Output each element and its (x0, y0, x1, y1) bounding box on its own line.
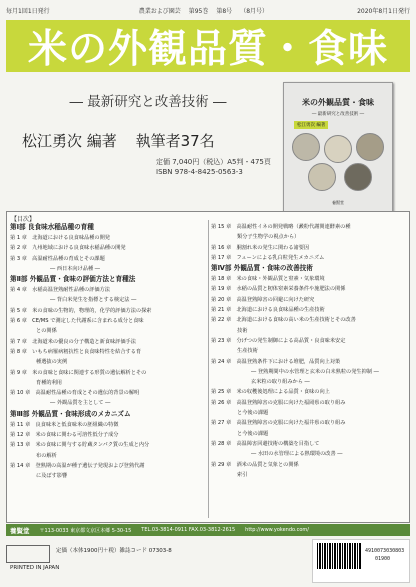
barcode-number: 4910073030803 (365, 548, 405, 554)
toc-chapter-entry: ― 西日本向け品種 ― (50, 265, 100, 272)
toc-chapter-entry: 第 11 章 良食味米と低食味米の胚組織の特徴 (10, 421, 119, 428)
rice-grain-photo (324, 135, 352, 163)
cover-title: 米の外観品質・食味 (302, 98, 374, 107)
toc-chapter-entry: 第 8 章 いもち病罹病籾抗性と良食味特性を結合する育 (10, 348, 142, 355)
author-count: 執筆者37名 (135, 132, 215, 150)
toc-chapter-entry: 第 25 章 米の収穫後処理による品質・食味の向上 (211, 389, 330, 396)
barcode-bars (317, 543, 361, 569)
toc-part-heading: 第Ⅳ部 外観品質・食味の改善技術 (211, 264, 313, 273)
toc-chapter-entry: 第 6 章 CE/MS で測定した代謝系に含まれる成分と食味 (10, 318, 144, 325)
price-text: 定価 7,040円（税込）A5判・475頁 (156, 158, 271, 166)
toc-chapter-entry: 第 15 章 高温耐性イネの開発戦略（澱粉代謝関連酵素の種 (211, 224, 351, 230)
rice-grain-photo (308, 163, 336, 191)
toc-chapter-entry: 第 17 章 フューンによる乳白粒発生メカニズム (211, 254, 325, 261)
publisher-bar (6, 524, 410, 536)
toc-chapter-entry: 生産技術 (237, 348, 258, 355)
toc-chapter-entry: 第 5 章 米の食味の生物的，物理的，化学的評価方法の探索 (10, 307, 152, 314)
toc-part-heading: 第Ⅲ部 外観品質・食味形成のメカニズム (10, 409, 131, 418)
toc-chapter-entry: 索引 (237, 471, 248, 478)
cover-editor: 松江勇次 編著 (294, 121, 328, 129)
footer-price-line: 定価（本体1900円＋税）雑誌コード 07303-8 (56, 548, 172, 554)
issue-header (6, 4, 410, 16)
toc-chapter-entry: 第 7 章 北海道米の優良の分子構造と新食味評価手法 (10, 338, 136, 345)
toc-chapter-entry: 第 16 章 胴割れ米の発生に関わる諸要因 (211, 244, 310, 251)
toc-chapter-entry: と今後の課題 (237, 410, 269, 417)
footer (6, 539, 410, 583)
toc-chapter-entry: 第 19 章 水稲の品質と籾体窒素栄養条件や施肥法の関係 (211, 286, 346, 293)
toc-chapter-entry: 第 23 章 分げつの発生制御による高品質・良食味米安定 (211, 337, 346, 344)
toc-chapter-entry: ― 外観品質を主として ― (50, 400, 111, 407)
toc-chapter-entry: 第 14 章 登熟期の高温が種子遺伝子発現および登熟代謝 (10, 462, 145, 469)
price-info (156, 157, 271, 177)
table-of-contents (6, 211, 410, 523)
toc-chapter-entry: との関係 (36, 328, 57, 335)
toc-chapter-entry: 第 24 章 高温登熟条件下における堆肥，品質向上対策 (211, 358, 341, 365)
price-stamp-box (6, 545, 50, 563)
toc-chapter-entry: と今後の課題 (237, 430, 269, 437)
toc-chapter-entry: 第 22 章 北海道における食味の高い米の生産技術とその改善 (211, 317, 356, 324)
issue-number: 第8号 (216, 7, 233, 15)
toc-chapter-entry: 技術 (237, 327, 248, 334)
toc-left-column (10, 222, 208, 482)
toc-chapter-entry: 第 29 章 酒米の品質と気象との関係 (211, 461, 299, 468)
toc-chapter-entry: 第 4 章 水稲高温登熟耐性品種の評価方法 (10, 287, 110, 294)
book-title: 米の外観品質・食味 (27, 27, 388, 72)
toc-chapter-entry: 第 10 章 高温耐性品種の育成とその遺伝的背景の解明 (10, 390, 140, 397)
issue-meta (139, 6, 268, 15)
toc-chapter-entry: ― 水田の水管理による熱環境の改善 ― (251, 451, 343, 458)
toc-chapter-entry: 第 9 章 米の食味と食味に関連する形質の遺伝解析とその (10, 369, 147, 376)
toc-chapter-entry: 種選抜の実例 (36, 359, 68, 366)
isbn-text: ISBN 978-4-8425-0563-3 (156, 168, 243, 176)
barcode (312, 539, 410, 583)
toc-part-heading: 第Ⅰ部 良食味水稲品種の育種 (10, 223, 94, 231)
printed-in-japan: PRINTED IN JAPAN (10, 565, 60, 571)
toc-chapter-entry: 育種的利用 (36, 379, 62, 386)
toc-chapter-entry: 第 26 章 高温登熟障害の克服に向けた福岡県の取り組み (211, 399, 346, 406)
book-cover-image (283, 82, 393, 212)
rice-grain-photo (356, 133, 384, 161)
toc-chapter-entry: 第 21 章 北海道における良食味品種の生産技術 (211, 307, 325, 314)
issue-frequency: 毎月1回1日発行 (6, 7, 50, 15)
column-divider (208, 220, 209, 518)
journal-name: 農業および園芸 (138, 7, 181, 15)
cover-subtitle: ― 最新研究と改善技術 ― (311, 112, 365, 117)
toc-right-column (211, 222, 409, 480)
toc-chapter-entry: 第 20 章 高温登熟障害の回避に向けた研究 (211, 296, 315, 303)
publisher-address: 〒113-0033 東京都文京区本郷 5-30-15 (39, 527, 132, 534)
toc-chapter-entry: ― 背白米発生を指標とする検定法 ― (50, 297, 137, 304)
toc-part-heading: 第Ⅱ部 外観品質・食味の評価方法と育種法 (10, 275, 136, 284)
toc-chapter-entry: 玄米粒の取り組みから ― (251, 379, 310, 386)
publisher-logo: 養賢堂 (10, 526, 30, 535)
issue-month: （8月号） (240, 7, 269, 15)
toc-chapter-entry: 第 12 章 米の食味に関わる可溶性低分子成分 (10, 432, 119, 439)
toc-chapter-entry: 類分子生物学の視点から） (237, 234, 300, 241)
toc-chapter-entry: 第 2 章 九州地域における良食味水稲品種の開発 (10, 245, 126, 252)
rice-grain-photo (344, 163, 372, 191)
toc-chapter-entry: に及ぼす影響 (36, 473, 68, 480)
cover-photos (292, 133, 384, 193)
toc-header: 【目次】 (11, 216, 36, 223)
toc-chapter-entry: 布の解析 (36, 452, 57, 459)
cover-publisher: 養賢堂 (332, 200, 344, 205)
publisher-url[interactable]: http://www.yokendo.com/ (245, 527, 309, 533)
publisher-phone: TEL.03-3814-0911 FAX.03-3812-2615 (141, 527, 236, 533)
volume-number: 第95巻 (188, 7, 209, 15)
toc-chapter-entry: ― 登熟期間中の水管理と玄米の白未熟粒の発生抑制 ― (251, 368, 379, 375)
toc-chapter-entry: 第 27 章 高温登熟障害の克服に向けた福井県の取り組み (211, 420, 346, 427)
rice-grain-photo (292, 133, 320, 161)
barcode-price-code: 01900 (375, 556, 391, 562)
toc-chapter-entry: 第 3 章 高温耐性品種の育成とその課題 (10, 255, 105, 262)
toc-chapter-entry: 第 28 章 高温障害回避技術の構築を目指して (211, 440, 320, 447)
toc-chapter-entry: 第 18 章 米の食味・外観品質と窒素・気象環境 (211, 276, 325, 283)
issue-date: 2020年8月1日発行 (357, 7, 410, 15)
toc-chapter-entry: 第 1 章 北海道における良食味品種の開発 (10, 235, 110, 241)
book-subtitle: ― 最新研究と改善技術 ― (69, 94, 227, 110)
title-banner (6, 20, 410, 72)
editor-name: 松江勇次 編著 (22, 132, 117, 150)
toc-chapter-entry: 第 13 章 米の食味に関与する貯蔵タンパク質の生成と内分 (10, 442, 150, 449)
editors-line (22, 130, 292, 151)
